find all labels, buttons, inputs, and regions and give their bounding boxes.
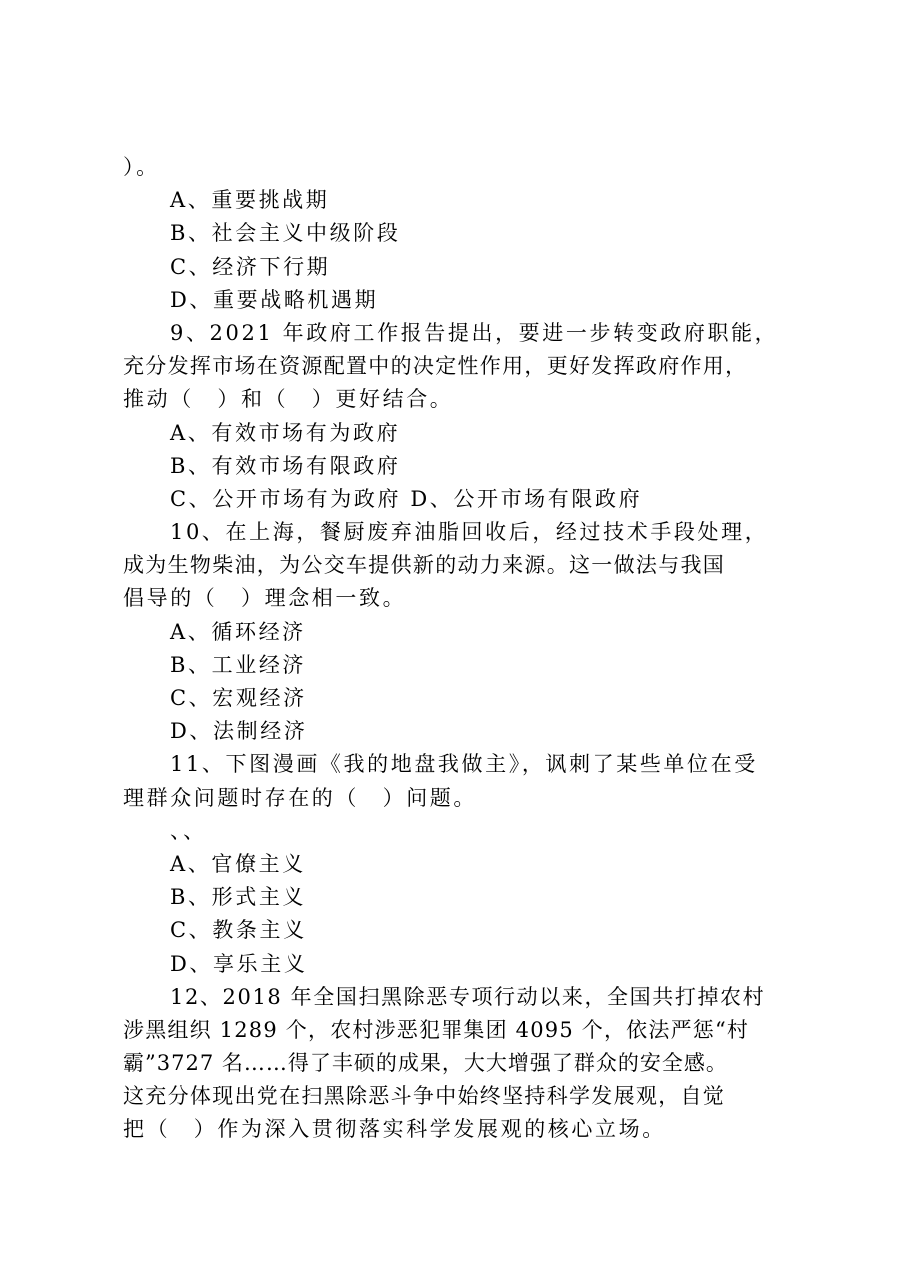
q9-option-b: B、有效市场有限政府 bbox=[170, 453, 401, 478]
q11-option-c: C、教条主义 bbox=[170, 918, 307, 943]
q11-option-b: B、形式主义 bbox=[170, 885, 307, 910]
q8-stem-tail: ）。 bbox=[123, 155, 160, 179]
q12-stem-line-5: 把（ ）作为深入贯彻落实科学发展观的核心立场。 bbox=[123, 1117, 666, 1142]
q10-stem-line-1: 10、在上海，餐厨废弃油脂回收后，经过技术手段处理， bbox=[170, 520, 769, 545]
q9-stem-line-2: 充分发挥市场在资源配置中的决定性作用，更好发挥政府作用， bbox=[123, 354, 748, 379]
q10-option-d: D、法制经济 bbox=[170, 719, 308, 744]
q12-stem-line-3: 霸”3727 名……得了丰硕的成果，大大增强了群众的安全感。 bbox=[123, 1051, 728, 1076]
q11-option-a: A、官僚主义 bbox=[170, 851, 306, 876]
q12-stem-line-4: 这充分体现出党在扫黑除恶斗争中始终坚持科学发展观，自觉 bbox=[123, 1084, 726, 1109]
q12-stem-line-1: 12、2018 年全国扫黑除恶专项行动以来，全国共打掉农村 bbox=[170, 984, 766, 1009]
q11-marks: 、、 bbox=[170, 818, 207, 843]
q11-stem-line-1: 11、下图漫画《我的地盘我做主》，讽刺了某些单位在受 bbox=[170, 752, 758, 777]
q12-stem-line-2: 涉黑组织 1289 个，农村涉恶犯罪集团 4095 个，依法严惩“村 bbox=[123, 1017, 750, 1042]
q11-option-d: D、享乐主义 bbox=[170, 951, 308, 976]
q10-option-c: C、宏观经济 bbox=[170, 686, 307, 710]
q8-option-c: C、经济下行期 bbox=[170, 254, 331, 279]
q9-stem-line-3: 推动（ ）和（ ）更好结合。 bbox=[123, 387, 454, 412]
q9-option-c-d: C、公开市场有为政府 D、公开市场有限政府 bbox=[170, 486, 643, 511]
q8-option-d: D、重要战略机遇期 bbox=[170, 287, 379, 312]
q10-option-a: A、循环经济 bbox=[170, 619, 306, 644]
q9-option-a: A、有效市场有为政府 bbox=[170, 420, 401, 445]
q10-stem-line-3: 倡导的（ ）理念相一致。 bbox=[123, 586, 407, 611]
q8-option-b: B、社会主义中级阶段 bbox=[170, 221, 401, 246]
q8-option-a: A、重要挑战期 bbox=[170, 188, 330, 213]
q10-option-b: B、工业经济 bbox=[170, 652, 307, 677]
q9-stem-line-1: 9、2021 年政府工作报告提出，要进一步转变政府职能， bbox=[170, 320, 779, 345]
q11-stem-line-2: 理群众问题时存在的（ ）问题。 bbox=[123, 785, 477, 810]
q10-stem-line-2: 成为生物柴油，为公交车提供新的动力来源。这一做法与我国 bbox=[123, 553, 726, 578]
document-body bbox=[123, 151, 813, 1147]
